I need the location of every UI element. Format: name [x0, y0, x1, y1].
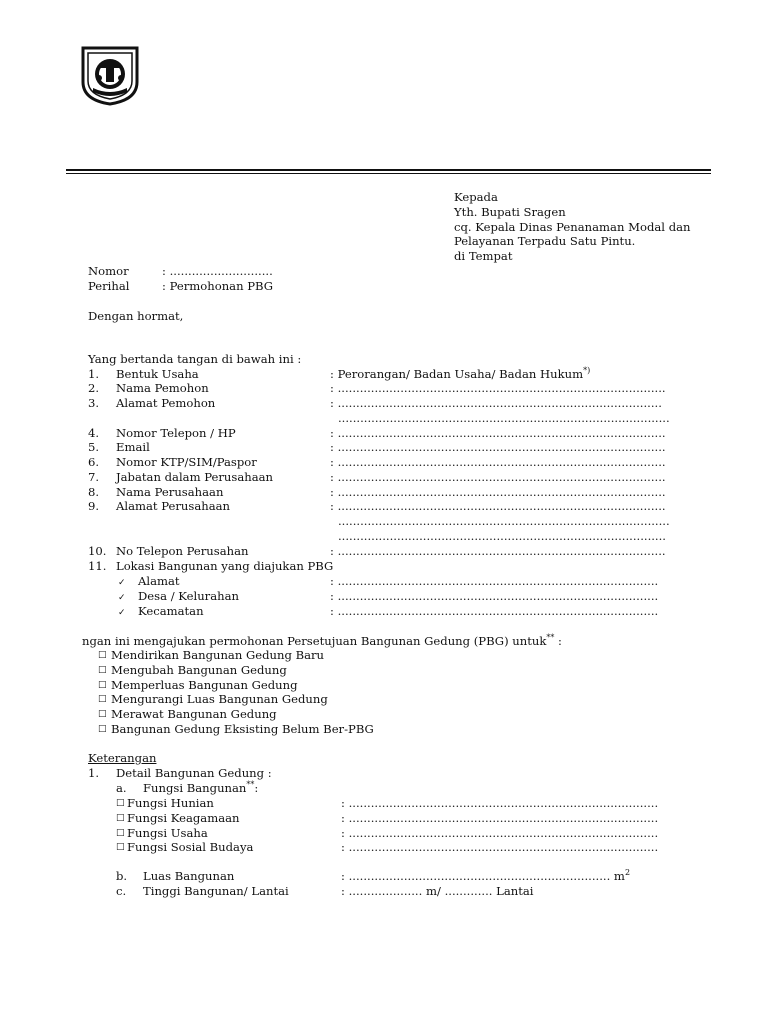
field-label: Nomor Telepon / HP [116, 426, 236, 440]
field-number: 5. [88, 440, 100, 454]
field-number: 3. [88, 396, 100, 410]
fungsi-label: Fungsi Hunian [127, 796, 214, 810]
letterhead-rule-thin [66, 173, 711, 174]
luas-value: : ....................................................................... m [341, 869, 625, 883]
field-number: 9. [88, 499, 100, 513]
field-value-line [330, 440, 666, 454]
field-value: : Perorangan/ Badan Usaha/ Badan Hukum [330, 367, 584, 381]
field-label: Email [116, 440, 150, 454]
fungsi-bangunan-note: ** [246, 780, 255, 790]
regency-seal-logo [79, 44, 141, 106]
recipient-line-5: di Tempat [454, 249, 513, 263]
field-number: 11. [88, 559, 107, 573]
tinggi-value: : .................... m/ ............. Lantai [341, 884, 534, 898]
request-text: ngan ini mengajukan permohonan Persetujuan Bangunan Gedung (PBG) untuk [82, 634, 547, 648]
option-checkbox: □ [98, 650, 107, 660]
check-bullet-icon: ✓ [118, 593, 126, 603]
option-checkbox: □ [98, 679, 107, 690]
recipient-line-3: cq. Kepala Dinas Penanaman Modal dan [454, 220, 691, 234]
fungsi-checkbox: □ [116, 798, 125, 808]
fungsi-checkbox: □ [116, 842, 125, 853]
field-label: Nomor KTP/SIM/Paspor [116, 455, 257, 469]
field-value: : ......................................................................................... [330, 544, 666, 558]
field-value: : ......................................................................................... [330, 485, 666, 499]
field-value-line [330, 367, 590, 381]
recipient-line-1: Kepada [454, 190, 498, 204]
location-value: : ....................................................................................... [330, 589, 659, 603]
field-value-line [330, 396, 662, 410]
field-number: 6. [88, 455, 100, 469]
field-label: Nama Pemohon [116, 381, 209, 395]
option-checkbox: □ [98, 664, 107, 675]
fungsi-a-num: a. [116, 781, 127, 795]
field-label: Jabatan dalam Perusahaan [116, 470, 274, 484]
fungsi-label: Fungsi Sosial Budaya [127, 840, 254, 855]
field-number: 7. [88, 470, 100, 484]
fungsi-bangunan-heading [143, 781, 258, 795]
nomor-label: Nomor [88, 264, 129, 278]
field-value: : ......................................................................................... [330, 440, 666, 454]
field-value: : ......................................................................................... [330, 426, 666, 440]
field-label: Alamat Pemohon [116, 396, 216, 410]
field-number: 1. [88, 367, 100, 381]
field-label: Alamat Perusahaan [116, 499, 231, 513]
field-value: : ......................................................................................... [330, 381, 666, 395]
field-value-continuation: .......................................................................................... [338, 411, 670, 425]
field-number: 10. [88, 544, 107, 558]
fungsi-value: : .................................................................................... [341, 825, 659, 840]
field-value: : ......................................................................................... [330, 499, 666, 513]
field-label: Lokasi Bangunan yang diajukan PBG [116, 559, 334, 573]
nomor-value: : ............................ [162, 264, 273, 278]
fungsi-label: Fungsi Keagamaan [127, 810, 240, 825]
location-label: Alamat [138, 574, 180, 588]
field-label: Bentuk Usaha [116, 367, 199, 381]
request-tail: : [554, 634, 562, 648]
field-value-line [330, 544, 666, 558]
fungsi-value: : .................................................................................... [341, 796, 659, 810]
option-label: Mengubah Bangunan Gedung [111, 662, 287, 677]
option-label: Mengurangi Luas Bangunan Gedung [111, 692, 328, 707]
field-value: : ......................................................................................... [330, 470, 666, 484]
tinggi-num: c. [116, 884, 127, 898]
luas-num: b. [116, 869, 128, 883]
luas-label: Luas Bangunan [143, 869, 235, 883]
request-note: ** [546, 633, 555, 643]
fungsi-label: Fungsi Usaha [127, 825, 208, 840]
field-value-continuation: ......................................................................................... [338, 529, 666, 543]
option-label: Bangunan Gedung Eksisting Belum Ber-PBG [111, 722, 374, 736]
field-value: : ........................................................................................ [330, 396, 662, 410]
option-checkbox: □ [98, 724, 107, 734]
intro-text: Yang bertanda tangan di bawah ini : [88, 352, 302, 366]
field-note: *) [583, 366, 591, 376]
keterangan-item1-num: 1. [88, 766, 100, 780]
field-value-line [330, 426, 666, 440]
option-checkbox: □ [98, 694, 107, 705]
option-label: Mendirikan Bangunan Gedung Baru [111, 648, 325, 662]
greeting: Dengan hormat, [88, 309, 184, 323]
letterhead-rule-thick [66, 169, 711, 171]
luas-value-line [341, 869, 630, 883]
field-number: 2. [88, 381, 100, 395]
field-value-line [330, 455, 666, 469]
check-bullet-icon: ✓ [118, 578, 126, 588]
fungsi-checkbox: □ [116, 827, 125, 838]
field-value-line [330, 381, 666, 395]
fungsi-checkbox: □ [116, 812, 125, 823]
tinggi-label: Tinggi Bangunan/ Lantai [143, 884, 289, 898]
fungsi-value: : .................................................................................... [341, 840, 659, 855]
luas-unit-sup: 2 [624, 868, 631, 878]
field-value-line [330, 470, 666, 484]
location-value: : ....................................................................................... [330, 604, 659, 618]
location-value: : ....................................................................................... [330, 574, 659, 588]
location-label: Desa / Kelurahan [138, 589, 239, 603]
option-checkbox: □ [98, 709, 107, 720]
option-label: Merawat Bangunan Gedung [111, 707, 277, 722]
field-value-line [330, 485, 666, 499]
field-value-line [330, 499, 666, 513]
location-label: Kecamatan [138, 604, 204, 618]
option-label: Memperluas Bangunan Gedung [111, 677, 298, 692]
keterangan-title: Keterangan [88, 751, 157, 765]
keterangan-item1-label: Detail Bangunan Gedung : [116, 766, 272, 780]
field-number: 4. [88, 426, 100, 440]
fungsi-bangunan-tail: : [254, 781, 259, 795]
recipient-line-2: Yth. Bupati Sragen [454, 205, 566, 219]
fungsi-bangunan-label: Fungsi Bangunan [143, 781, 247, 795]
field-label: Nama Perusahaan [116, 485, 224, 499]
field-number: 8. [88, 485, 100, 499]
request-statement [82, 634, 562, 648]
fungsi-value: : .................................................................................... [341, 810, 659, 825]
field-value: : ......................................................................................... [330, 455, 666, 469]
check-bullet-icon: ✓ [118, 608, 126, 618]
recipient-line-4: Pelayanan Terpadu Satu Pintu. [454, 234, 636, 248]
perihal-label: Perihal [88, 279, 130, 293]
field-label: No Telepon Perusahan [116, 544, 249, 558]
field-value-continuation: .......................................................................................... [338, 514, 670, 528]
perihal-value: : Permohonan PBG [162, 279, 274, 293]
